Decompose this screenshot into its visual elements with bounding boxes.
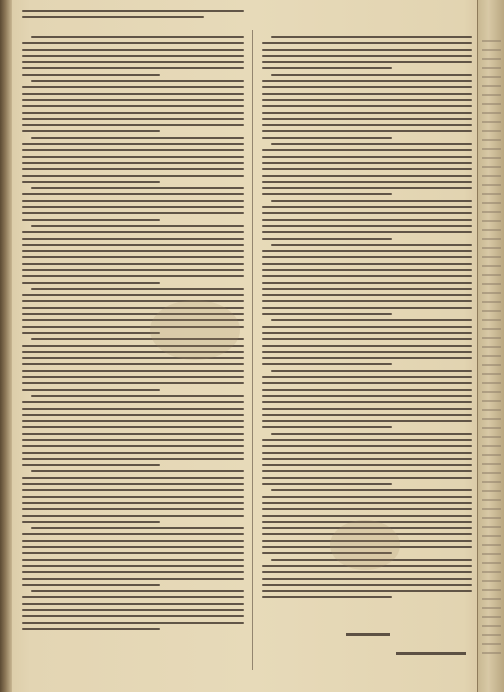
text-line bbox=[22, 559, 244, 561]
text-line bbox=[22, 458, 244, 460]
text-line bbox=[262, 156, 472, 158]
text-paragraph bbox=[22, 590, 244, 630]
text-line bbox=[22, 61, 244, 63]
adjacent-page-line bbox=[482, 409, 501, 411]
adjacent-page-line bbox=[482, 355, 501, 357]
text-line bbox=[262, 225, 472, 227]
text-line bbox=[262, 452, 472, 454]
text-line bbox=[22, 439, 244, 441]
text-line bbox=[22, 477, 244, 479]
text-paragraph bbox=[22, 137, 244, 183]
text-line bbox=[22, 275, 244, 277]
text-line bbox=[22, 578, 244, 580]
text-line bbox=[262, 464, 472, 466]
text-line bbox=[262, 326, 472, 328]
adjacent-page-line bbox=[482, 319, 501, 321]
adjacent-page-line bbox=[482, 283, 501, 285]
text-line bbox=[262, 496, 472, 498]
text-line bbox=[22, 156, 244, 158]
adjacent-page-line bbox=[482, 472, 501, 474]
text-line bbox=[262, 288, 472, 290]
adjacent-page-line bbox=[482, 400, 501, 402]
text-line bbox=[262, 93, 472, 95]
text-line bbox=[22, 42, 244, 44]
text-line bbox=[22, 93, 244, 95]
text-line bbox=[262, 477, 472, 479]
text-line bbox=[271, 489, 472, 491]
text-line bbox=[31, 470, 244, 472]
adjacent-page-line bbox=[482, 193, 501, 195]
adjacent-page-line bbox=[482, 229, 501, 231]
adjacent-page-line bbox=[482, 589, 501, 591]
text-line bbox=[262, 351, 472, 353]
text-line bbox=[22, 118, 244, 120]
text-line bbox=[22, 269, 244, 271]
text-line bbox=[262, 263, 472, 265]
text-line bbox=[262, 168, 472, 170]
adjacent-page-edge bbox=[477, 0, 504, 692]
text-line bbox=[262, 363, 392, 365]
text-line bbox=[271, 36, 472, 38]
text-paragraph bbox=[262, 319, 472, 365]
text-line bbox=[262, 445, 472, 447]
text-line bbox=[22, 124, 244, 126]
text-line bbox=[262, 470, 472, 472]
adjacent-page-line bbox=[482, 148, 501, 150]
adjacent-page-line bbox=[482, 67, 501, 69]
text-line bbox=[22, 49, 244, 51]
text-line bbox=[22, 452, 244, 454]
text-line bbox=[262, 332, 472, 334]
text-line bbox=[271, 244, 472, 246]
adjacent-page-line bbox=[482, 625, 501, 627]
text-line bbox=[31, 187, 244, 189]
text-line bbox=[262, 338, 472, 340]
text-line bbox=[22, 445, 244, 447]
adjacent-page-line bbox=[482, 445, 501, 447]
signature-mark bbox=[346, 633, 390, 636]
text-line bbox=[262, 508, 472, 510]
text-line bbox=[262, 420, 472, 422]
adjacent-page-line bbox=[482, 184, 501, 186]
text-line bbox=[262, 193, 392, 195]
adjacent-page-line bbox=[482, 607, 501, 609]
text-line bbox=[31, 137, 244, 139]
text-line bbox=[22, 521, 160, 523]
text-line bbox=[22, 622, 244, 624]
text-line bbox=[262, 458, 472, 460]
text-line bbox=[31, 395, 244, 397]
text-line bbox=[262, 137, 392, 139]
text-line bbox=[262, 282, 472, 284]
paper-stain bbox=[150, 300, 240, 360]
text-line bbox=[22, 546, 244, 548]
adjacent-page-line bbox=[482, 643, 501, 645]
text-line bbox=[262, 219, 472, 221]
text-line bbox=[22, 244, 244, 246]
adjacent-page-line bbox=[482, 616, 501, 618]
text-line bbox=[22, 376, 244, 378]
binding-edge bbox=[0, 0, 12, 692]
text-line bbox=[262, 206, 472, 208]
text-paragraph bbox=[262, 370, 472, 429]
adjacent-page-line bbox=[482, 544, 501, 546]
text-line bbox=[22, 332, 160, 334]
text-paragraph bbox=[22, 36, 244, 76]
text-line bbox=[262, 376, 472, 378]
text-paragraph bbox=[22, 470, 244, 522]
text-paragraph bbox=[22, 395, 244, 466]
text-line bbox=[22, 149, 244, 151]
text-line bbox=[22, 408, 244, 410]
text-line bbox=[22, 508, 244, 510]
adjacent-page-line bbox=[482, 526, 501, 528]
text-line bbox=[262, 80, 472, 82]
text-line bbox=[262, 86, 472, 88]
text-line bbox=[22, 181, 160, 183]
text-line bbox=[22, 282, 160, 284]
text-line bbox=[31, 527, 244, 529]
text-line bbox=[262, 313, 392, 315]
text-line bbox=[22, 502, 244, 504]
continuation-note bbox=[262, 648, 472, 660]
text-line bbox=[22, 426, 244, 428]
adjacent-page-line bbox=[482, 76, 501, 78]
adjacent-page-line bbox=[482, 310, 501, 312]
text-line bbox=[262, 584, 472, 586]
text-paragraph bbox=[262, 244, 472, 315]
text-line bbox=[262, 175, 472, 177]
text-line bbox=[31, 225, 244, 227]
text-line bbox=[22, 250, 244, 252]
adjacent-page-line bbox=[482, 328, 501, 330]
text-line bbox=[22, 256, 244, 258]
text-paragraph bbox=[22, 187, 244, 220]
text-line bbox=[22, 162, 244, 164]
text-paragraph bbox=[22, 225, 244, 284]
adjacent-page-line bbox=[482, 553, 501, 555]
adjacent-page-line bbox=[482, 652, 501, 654]
adjacent-page-line bbox=[482, 121, 501, 123]
text-line bbox=[22, 219, 160, 221]
text-line bbox=[22, 496, 244, 498]
text-line bbox=[262, 294, 472, 296]
adjacent-page-line bbox=[482, 85, 501, 87]
adjacent-page-line bbox=[482, 238, 501, 240]
text-line bbox=[262, 181, 472, 183]
text-line bbox=[262, 275, 472, 277]
adjacent-page-line bbox=[482, 418, 501, 420]
text-line bbox=[262, 269, 472, 271]
adjacent-page-line bbox=[482, 139, 501, 141]
text-line bbox=[262, 596, 392, 598]
text-line bbox=[262, 483, 392, 485]
text-line bbox=[22, 628, 160, 630]
adjacent-page-line bbox=[482, 598, 501, 600]
text-line bbox=[262, 105, 472, 107]
text-paragraph bbox=[262, 143, 472, 195]
text-line bbox=[271, 143, 472, 145]
text-line bbox=[22, 86, 244, 88]
text-line bbox=[262, 162, 472, 164]
top-text-fragment bbox=[22, 10, 244, 30]
adjacent-page-line bbox=[482, 157, 501, 159]
adjacent-page-line bbox=[482, 202, 501, 204]
adjacent-page-line bbox=[482, 166, 501, 168]
text-line bbox=[271, 433, 472, 435]
adjacent-page-line bbox=[482, 481, 501, 483]
adjacent-page-line bbox=[482, 382, 501, 384]
text-line bbox=[22, 105, 244, 107]
article-signature bbox=[262, 628, 472, 642]
text-line bbox=[22, 571, 244, 573]
text-line bbox=[262, 590, 472, 592]
text-line bbox=[262, 401, 472, 403]
adjacent-page-line bbox=[482, 292, 501, 294]
text-line bbox=[22, 200, 244, 202]
adjacent-page-line bbox=[482, 301, 501, 303]
adjacent-page-line bbox=[482, 535, 501, 537]
text-line bbox=[262, 124, 472, 126]
text-line bbox=[22, 489, 244, 491]
text-line bbox=[22, 420, 244, 422]
text-line bbox=[22, 533, 244, 535]
adjacent-page-line bbox=[482, 112, 501, 114]
text-line bbox=[22, 464, 160, 466]
text-line bbox=[31, 590, 244, 592]
adjacent-page-line bbox=[482, 175, 501, 177]
adjacent-page-line bbox=[482, 634, 501, 636]
text-line bbox=[262, 382, 472, 384]
text-line bbox=[262, 42, 472, 44]
text-line bbox=[262, 231, 472, 233]
text-paragraph bbox=[262, 433, 472, 485]
text-line bbox=[22, 263, 244, 265]
adjacent-page-line bbox=[482, 562, 501, 564]
text-line bbox=[262, 256, 472, 258]
text-line bbox=[262, 67, 392, 69]
adjacent-page-line bbox=[482, 256, 501, 258]
text-line bbox=[271, 200, 472, 202]
text-line bbox=[262, 118, 472, 120]
adjacent-page-line bbox=[482, 211, 501, 213]
text-line bbox=[262, 300, 472, 302]
text-line bbox=[22, 540, 244, 542]
text-line bbox=[262, 187, 472, 189]
text-line bbox=[22, 112, 244, 114]
text-line bbox=[22, 433, 244, 435]
text-line bbox=[262, 130, 472, 132]
adjacent-page-line bbox=[482, 220, 501, 222]
text-line bbox=[262, 250, 472, 252]
text-paragraph bbox=[262, 74, 472, 139]
text-line bbox=[22, 231, 244, 233]
text-line bbox=[22, 584, 160, 586]
text-line bbox=[22, 130, 160, 132]
text-line bbox=[262, 408, 472, 410]
adjacent-page-line bbox=[482, 103, 501, 105]
adjacent-page-line bbox=[482, 49, 501, 51]
text-line bbox=[22, 212, 244, 214]
text-line bbox=[262, 439, 472, 441]
adjacent-page-line bbox=[482, 580, 501, 582]
text-line bbox=[22, 565, 244, 567]
text-line bbox=[262, 345, 472, 347]
text-line bbox=[262, 578, 472, 580]
adjacent-page-line bbox=[482, 391, 501, 393]
text-line bbox=[22, 99, 244, 101]
text-line bbox=[262, 395, 472, 397]
text-line bbox=[262, 112, 472, 114]
text-line bbox=[31, 288, 244, 290]
text-line bbox=[271, 74, 472, 76]
text-line bbox=[262, 61, 472, 63]
text-line bbox=[262, 238, 392, 240]
adjacent-page-line bbox=[482, 94, 501, 96]
text-line bbox=[22, 596, 244, 598]
text-line bbox=[271, 319, 472, 321]
text-line bbox=[22, 382, 244, 384]
adjacent-page-line bbox=[482, 265, 501, 267]
text-line bbox=[22, 483, 244, 485]
adjacent-page-line bbox=[482, 427, 501, 429]
text-line bbox=[262, 502, 472, 504]
text-paragraph bbox=[262, 36, 472, 69]
adjacent-page-line bbox=[482, 571, 501, 573]
adjacent-page-line bbox=[482, 364, 501, 366]
text-line bbox=[22, 168, 244, 170]
text-line bbox=[22, 603, 244, 605]
text-paragraph bbox=[22, 527, 244, 586]
text-line bbox=[262, 49, 472, 51]
adjacent-page-line bbox=[482, 436, 501, 438]
text-line bbox=[262, 55, 472, 57]
text-line bbox=[31, 36, 244, 38]
text-line bbox=[262, 389, 472, 391]
adjacent-page-line bbox=[482, 499, 501, 501]
text-line bbox=[22, 389, 160, 391]
text-line bbox=[22, 370, 244, 372]
text-line bbox=[262, 307, 472, 309]
text-line bbox=[31, 80, 244, 82]
text-line bbox=[22, 615, 244, 617]
text-line bbox=[262, 571, 472, 573]
text-line bbox=[262, 212, 472, 214]
text-line bbox=[22, 74, 160, 76]
text-paragraph bbox=[262, 200, 472, 240]
column-rule bbox=[252, 30, 253, 670]
continuation-mark bbox=[396, 652, 466, 655]
adjacent-page-line bbox=[482, 373, 501, 375]
adjacent-page-line bbox=[482, 337, 501, 339]
text-line bbox=[22, 294, 244, 296]
text-line bbox=[22, 67, 244, 69]
text-line bbox=[262, 99, 472, 101]
adjacent-page-line bbox=[482, 247, 501, 249]
text-line bbox=[262, 149, 472, 151]
text-line bbox=[22, 401, 244, 403]
text-line bbox=[271, 370, 472, 372]
text-line bbox=[262, 414, 472, 416]
text-line bbox=[22, 55, 244, 57]
text-line bbox=[22, 552, 244, 554]
text-line bbox=[22, 414, 244, 416]
adjacent-page-line bbox=[482, 508, 501, 510]
text-line bbox=[262, 426, 392, 428]
adjacent-page-line bbox=[482, 454, 501, 456]
adjacent-page-line bbox=[482, 40, 501, 42]
text-line bbox=[22, 238, 244, 240]
paper-stain bbox=[330, 520, 400, 570]
adjacent-page-line bbox=[482, 517, 501, 519]
text-line bbox=[22, 609, 244, 611]
adjacent-page-line bbox=[482, 130, 501, 132]
text-line bbox=[22, 515, 244, 517]
adjacent-page-line bbox=[482, 490, 501, 492]
adjacent-page-line bbox=[482, 346, 501, 348]
adjacent-page-line bbox=[482, 274, 501, 276]
text-line bbox=[262, 357, 472, 359]
text-line bbox=[22, 206, 244, 208]
text-line bbox=[22, 193, 244, 195]
text-paragraph bbox=[22, 80, 244, 132]
text-line bbox=[22, 363, 244, 365]
adjacent-page-line bbox=[482, 58, 501, 60]
text-line bbox=[262, 515, 472, 517]
text-line bbox=[22, 175, 244, 177]
text-line bbox=[22, 143, 244, 145]
adjacent-page-line bbox=[482, 463, 501, 465]
